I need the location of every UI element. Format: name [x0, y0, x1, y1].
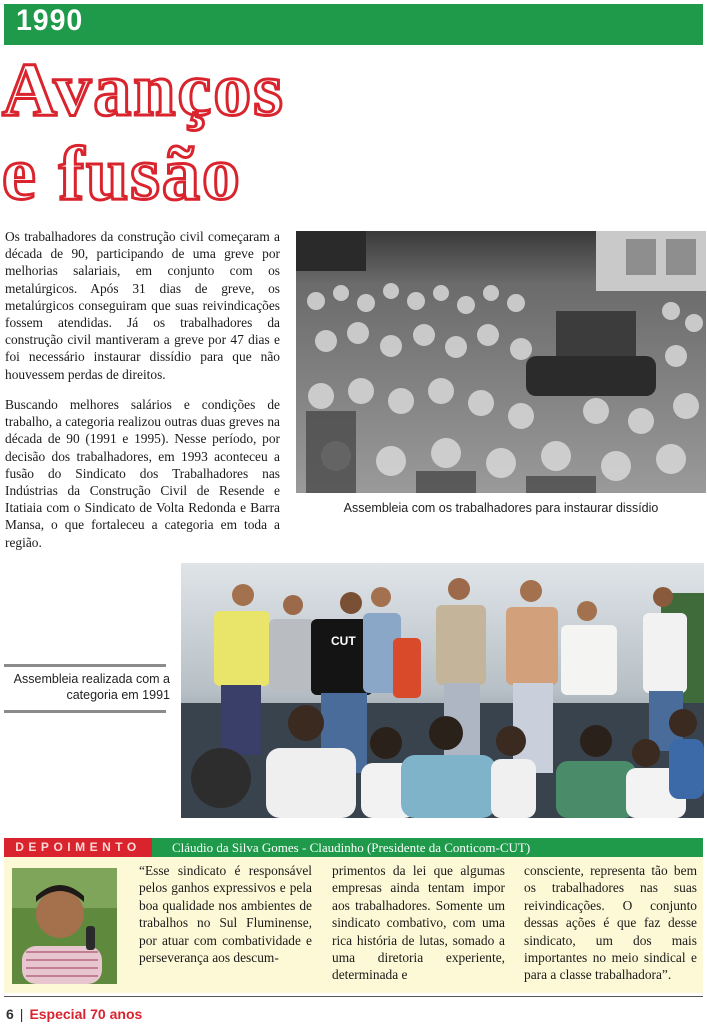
publication-title: Especial 70 anos	[29, 1006, 143, 1022]
testimony-quote-column-1: “Esse sindicato é responsável pelos ganhos expressivos e pela boa qualidade nos ambientes de trabalhos no Sul Fluminense, por atuar com combatividade e perseverança aos descum-	[139, 863, 312, 966]
footer-separator: |	[19, 1006, 24, 1022]
page-number: 6	[6, 1006, 14, 1022]
photo-stage-caption: Assembleia realizada com a categoria em 1991	[13, 672, 170, 702]
portrait-image	[12, 868, 117, 984]
photo-stage-assembly	[181, 563, 704, 818]
year-label: 1990	[16, 4, 84, 37]
footer	[6, 1006, 142, 1022]
portrait-photo	[12, 868, 117, 984]
photo-stage-assembly-image	[181, 563, 704, 818]
testimony-quote-column-2: primentos da lei que algumas empresas ainda tentam impor aos trabalhadores. Somente um sindicato combativo, com uma rica história de lutas, somado a uma diretoria experiente, determinada e	[332, 863, 505, 983]
photo-crowd-assembly	[296, 231, 706, 493]
year-banner	[4, 4, 703, 45]
testimony-tag: DEPOIMENTO	[4, 838, 152, 857]
cut-shirt-text: CUT	[331, 634, 356, 648]
footer-rule	[4, 996, 703, 997]
caption-rule-top	[4, 664, 166, 667]
headline-line-2: e fusão	[2, 132, 242, 216]
testimony-quote-column-3: consciente, representa tão bem os trabalhadores nas suas reivindicações. O conjunto dessas ações é que faz desse sindicato, um dos mais importantes no meio sindical e para a classe trabalhadora”.	[524, 863, 697, 983]
article-paragraph-1: Os trabalhadores da construção civil começaram a década de 90, participando de uma greve por melhorias salariais, em conjunto com os metalúrgicos. Após 31 dias de greve, os metalúrgicos conseguiram que suas reivindicações fossem atendidas. Já os trabalhadores da construção civil mantiveram a greve por 47 dias e foi necessário instaurar dissídio para que não houvessem perdas de direitos.	[5, 229, 280, 382]
article-paragraph-2: Buscando melhores salários e condições de trabalho, a categoria realizou outras duas greves na década de 90 (1991 e 1995). Nesse período, por decisão dos trabalhadores, em 1993 aconteceu a fusão do Sindicato dos Trabalhadores nas Indústrias da Construção Civil de Resende e Itatiaia com o Sindicato de Volta Redonda e Barra Mansa, o que fortaleceu a categoria em toda a região.	[5, 397, 280, 550]
caption-rule-bottom	[4, 710, 166, 713]
photo-crowd-assembly-image	[296, 231, 706, 493]
testimony-author: Cláudio da Silva Gomes - Claudinho (Presidente da Conticom-CUT)	[172, 840, 531, 855]
photo-crowd-caption: Assembleia com os trabalhadores para instaurar dissídio	[343, 501, 659, 515]
headline-line-1: Avanços	[2, 48, 285, 132]
